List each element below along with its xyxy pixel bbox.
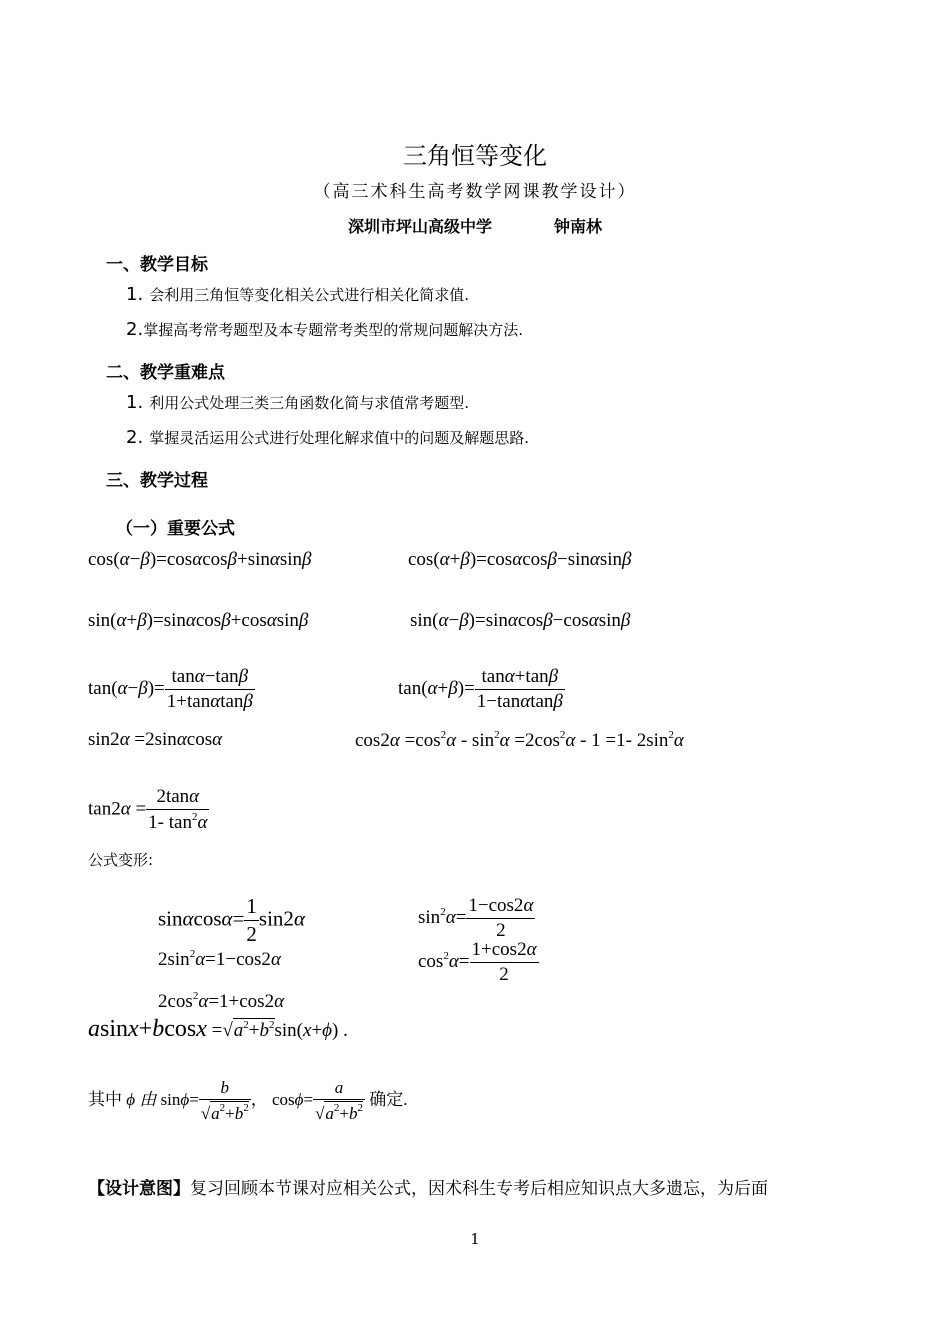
author-name: 钟南林 — [554, 217, 603, 236]
formula-sincos-product: sinαcosα= $\frac{1}{2}$ sin2α — [158, 894, 305, 946]
formula-variation-label: 公式变形: — [88, 851, 154, 869]
difficulty-item-2: 2. 掌握灵活运用公式进行处理化解求值中的问题及解题思路. — [126, 427, 529, 448]
formula-auxiliary-angle: $asinx+bcosx =√a^2+b^2\sin(x+\phi)$ . — [88, 1016, 348, 1042]
formula-2cos-square: $2\cos^2\alpha=1+\cos 2\alpha$ — [158, 990, 285, 1012]
school-name: 深圳市坪山高级中学 — [347, 217, 492, 236]
formula-cos-double: $\cos 2\alpha =\cos^2\alpha - \sin^2\alpha =2\cos^2\alpha - 1 =1-$ $2\sin^2\alpha$ — [355, 729, 684, 751]
formula-cos-diff: cos(α−β)=cosαcosβ+sinαsinβ — [88, 549, 312, 570]
formula-tan-double: tan2α = $\frac{2\tan\alpha}{1- \tan^2\alpha}$ — [88, 786, 208, 833]
section-heading-difficulties: 二、教学重难点 — [106, 363, 225, 383]
document-title: 三角恒等变化 — [403, 142, 547, 170]
formula-sin-square: $\sin^2\alpha=$ $\frac{1-\cos 2\alpha}{2}$ — [418, 895, 534, 941]
section-heading-goals: 一、教学目标 — [106, 255, 208, 275]
formula-cos-sum: cos(α+β)=cosαcosβ−sinαsinβ — [408, 549, 632, 570]
formula-2sin-square: $2\sin^2\alpha=1-\cos 2\alpha$ — [158, 948, 281, 970]
goal-item-1: 1. 会利用三角恒等变化相关公式进行相关化简求值. — [126, 284, 469, 305]
formula-tan-diff: tan(α−β)= $\frac{\tan\alpha-\tan\beta}{1+\tan\alpha\tan\beta}$ — [88, 666, 253, 712]
document-subtitle: （高三术科生高考数学网课教学设计） — [313, 182, 637, 202]
design-intent — [88, 1174, 768, 1199]
formula-sin-double: sin2α =2sinαcosα — [88, 729, 223, 750]
goal-item-2: 2.掌握高考常考题型及本专题常考类型的常规问题解决方法. — [126, 319, 523, 340]
author-line — [0, 214, 950, 237]
section-heading-process: 三、教学过程 — [106, 471, 208, 491]
subsection-heading-formulas: （一）重要公式 — [116, 519, 235, 539]
difficulty-item-1: 1. 利用公式处理三类三角函数化简与求值常考题型. — [126, 392, 469, 413]
formula-sin-sum: sin(α+β)=sinαcosβ+cosαsinβ — [88, 610, 309, 631]
design-intent-label: 【设计意图】 — [88, 1179, 190, 1199]
formula-cos-square: $\cos^2\alpha=$ $\frac{1+\cos 2\alpha}{2}$ — [418, 939, 537, 985]
phi-definition: 其中 ϕ 由 sinϕ= $\frac{b}{√a^2+b^2}$ ， cosϕ= $\frac{a}{√a^2+b^2}$ 确定. — [88, 1078, 408, 1123]
formula-sin-diff: sin(α−β)=sinαcosβ−cosαsinβ — [410, 610, 631, 631]
design-intent-text: 复习回顾本节课对应相关公式，因术科生专考后相应知识点大多遗忘，为后面 — [190, 1179, 768, 1199]
page-number: 1 — [470, 1230, 480, 1248]
formula-tan-sum: tan(α+β)= $\frac{\tan\alpha+\tan\beta}{1-\tan\alpha\tan\beta}$ — [398, 666, 563, 712]
